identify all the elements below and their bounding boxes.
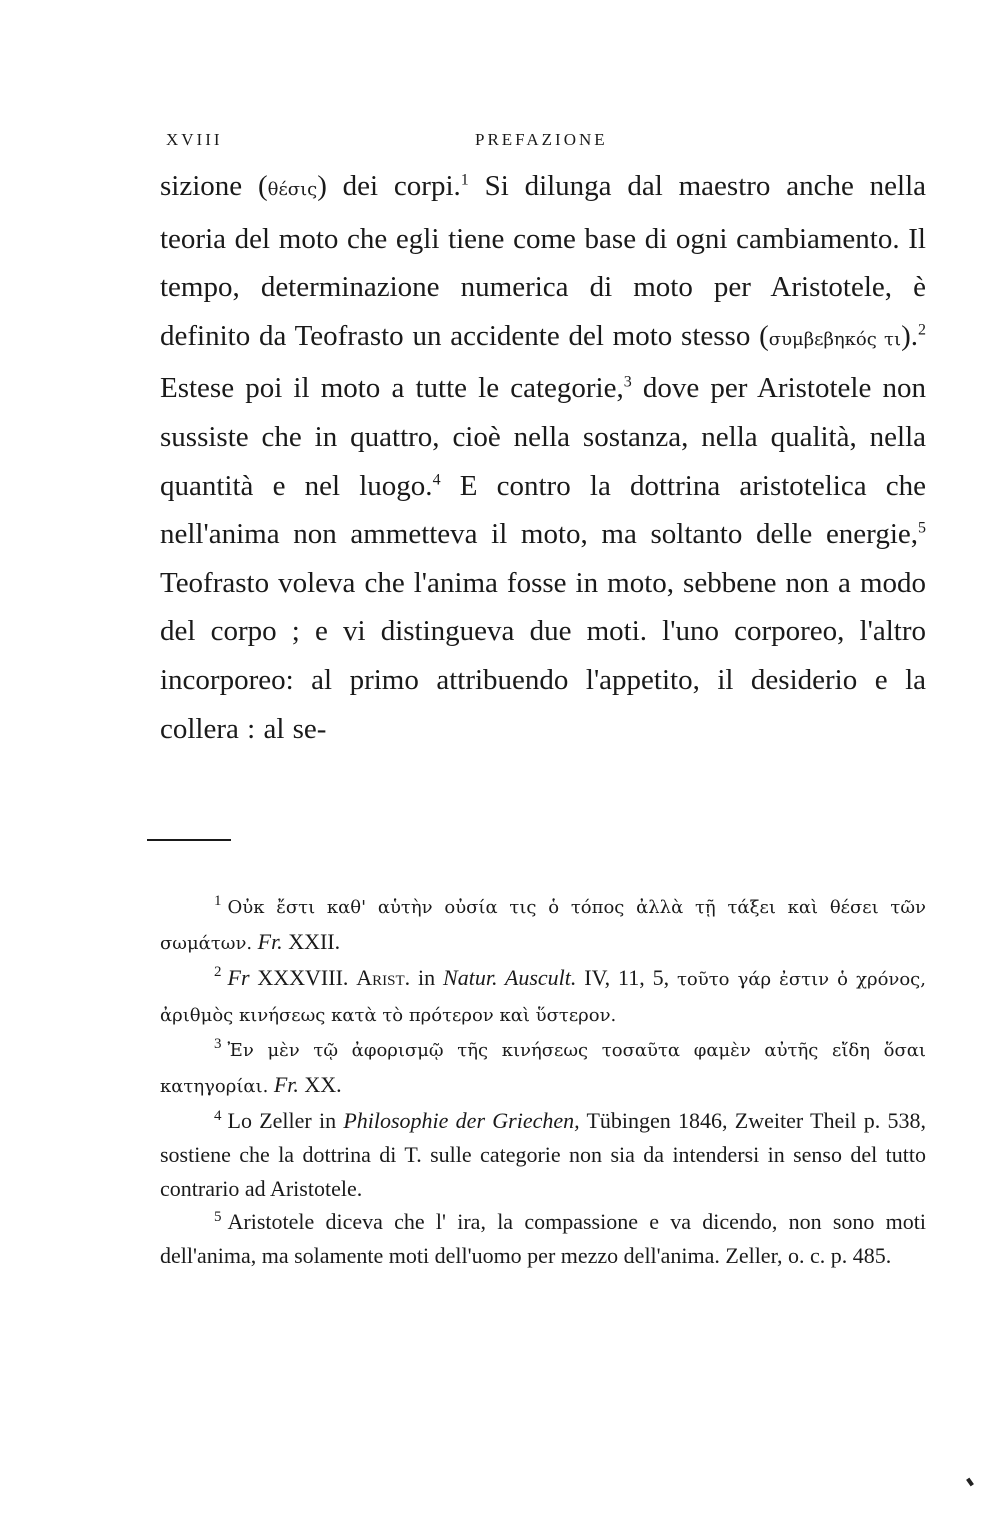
footnote-number: 2 (214, 964, 222, 981)
citation-locus: IV, 11, 5, (576, 964, 670, 990)
greek-quote: Οὐκ ἔστι καθ' αὑτὴν οὐσία τις ὁ τόπος ἀλλὰ τῇ τάξει καὶ θέσει τῶν σωμάτων. (160, 897, 926, 954)
footnote-2 (160, 961, 926, 1033)
work-title: Natur. Auscult. (443, 964, 577, 990)
footnote-ref: 4 (432, 470, 441, 488)
text-run: ). (901, 319, 918, 352)
work-title: Philosophie der Griechen, (343, 1107, 580, 1133)
footnote-separator (147, 839, 231, 841)
text-run: Aristotele diceva che l' ira, la compassione e va dicendo, non sono moti dell'anima, ma solamente moti dell'uomo per mezzo dell'anima. Zeller, o. c. p. 485. (160, 1209, 926, 1269)
footnote-ref: 2 (917, 321, 926, 339)
text-run: Estese poi il moto a tutte le categorie, (160, 372, 624, 405)
footnote-number: 3 (214, 1035, 222, 1052)
text-run: E contro la dottrina aristotelica che nell'anima non ammetteva il moto, ma soltanto delle energie, (160, 469, 927, 551)
footnote-4 (160, 1104, 926, 1205)
body-paragraph (160, 162, 926, 753)
page-number: XVIII (166, 130, 223, 149)
footnote-ref: 3 (623, 373, 632, 391)
fragment-ref: Fr. (257, 928, 283, 954)
footnote-1 (160, 889, 926, 961)
text-run: sizione ( (160, 170, 268, 202)
footnote-number: 4 (214, 1107, 222, 1124)
greek-quote: Ἐν μὲν τῷ ἀφορισμῷ τῆς κινήσεως τοσαῦτα φαμὲν αὐτῆς εἴδη ὅσαι κατηγορίαι. (160, 1040, 926, 1098)
text-run: ) dei corpi. (317, 170, 461, 202)
text-run: dove per Aristotele non sussiste che in quattro, cioè nella sostanza, nella qualità, nella quantità e nel luogo. (160, 372, 926, 502)
footnote-5 (160, 1205, 926, 1273)
text-run: Teofrasto voleva che l'anima fosse in moto, sebbene non a modo del corpo ; e vi distingueva due moti. l'uno corporeo, l'altro incorporeo: al primo attribuendo l'appetito, il desiderio e la collera : al se- (160, 566, 926, 745)
fragment-ref: Fr (227, 964, 250, 990)
page (160, 118, 926, 1273)
text-run: in (410, 964, 444, 990)
fragment-number: XXXVIII. (249, 964, 357, 990)
footnote-number: 1 (214, 892, 222, 909)
running-head (160, 118, 926, 162)
fragment-ref: Fr. (273, 1072, 299, 1098)
footnote-3 (160, 1032, 926, 1104)
greek-term: συμβεβηκός τι (768, 328, 902, 350)
text-run: Si dilunga dal maestro anche nella teoria del moto che egli tiene come base di ogni cambiamento. Il tempo, determinazione numerica di moto per Aristotele, è definito da Teofrasto un accidente del moto stesso ( (160, 170, 927, 352)
fragment-number: XXII. (282, 928, 341, 954)
author-abbrev: Arist. (356, 964, 411, 990)
ink-speck (966, 1478, 974, 1487)
text-run: Lo Zeller in (227, 1107, 344, 1133)
footnote-ref: 1 (460, 171, 469, 189)
text-run: Tübingen 1846, Zweiter Theil p. 538, sostiene che la dottrina di T. sulle categorie non sia da intendersi in senso del tutto contrario ad Aristotele. (160, 1107, 926, 1201)
footnotes (160, 889, 926, 1273)
greek-term: θέσις (267, 179, 318, 200)
running-title: PREFAZIONE (475, 130, 608, 149)
fragment-number: XX. (298, 1072, 342, 1098)
footnote-number: 5 (214, 1208, 222, 1225)
main-text (160, 162, 926, 753)
footnote-ref: 5 (918, 519, 926, 537)
greek-quote: τοῦτο γάρ ἐστιν ὁ χρόνος, ἀριθμὸς κινήσεως κατὰ τὸ πρότερον καὶ ὕστερον. (160, 968, 926, 1026)
